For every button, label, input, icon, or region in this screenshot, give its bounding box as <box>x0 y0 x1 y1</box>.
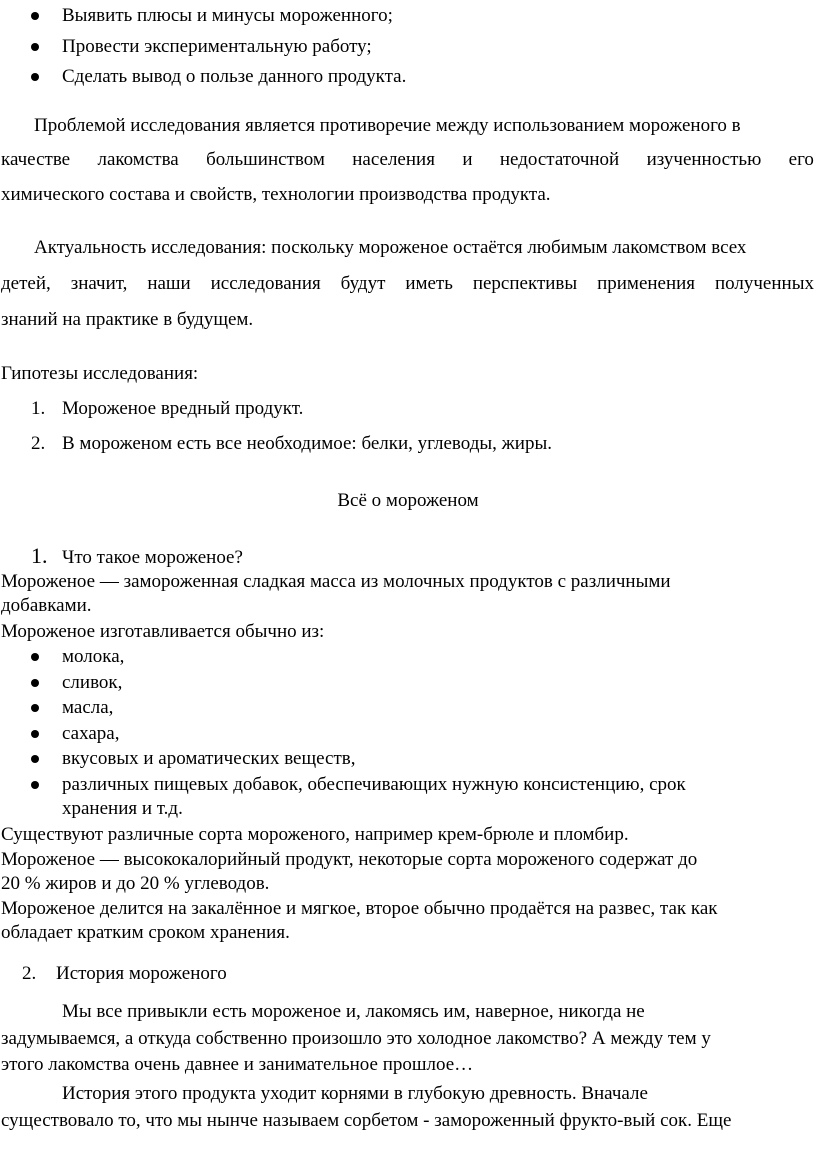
word: полученных <box>714 273 814 294</box>
bullet-icon <box>31 43 39 51</box>
word: исследования <box>210 273 321 294</box>
ingredient-item: сахара, <box>62 723 120 744</box>
word: иметь <box>405 273 453 294</box>
word: перспективы <box>472 273 578 294</box>
word: его <box>788 149 814 170</box>
bullet-icon <box>31 73 39 81</box>
word: лакомства <box>97 149 179 170</box>
hypothesis-item: В мороженом есть все необходимое: белки, углеводы, жиры. <box>62 433 552 454</box>
word: наши <box>147 273 191 294</box>
hypothesis-item: Мороженое вредный продукт. <box>62 398 304 419</box>
history-line: этого лакомства очень давнее и занимательное прошлое… <box>1 1054 474 1075</box>
bullet-icon <box>31 755 39 763</box>
word: детей, <box>1 273 51 294</box>
definition-line: Мороженое — замороженная сладкая масса из молочных продуктов с различными <box>1 571 671 592</box>
goal-item: Выявить плюсы и минусы мороженного; <box>62 5 393 26</box>
history-line: Мы все привыкли есть мороженое и, лакомясь им, наверное, никогда не <box>62 1001 645 1022</box>
word: значит, <box>70 273 128 294</box>
relevance-line-1: Актуальность исследования: поскольку мороженое остаётся любимым лакомством всех <box>34 237 747 258</box>
definition-line: добавками. <box>1 595 92 616</box>
goal-item: Провести экспериментальную работу; <box>62 36 372 57</box>
ingredient-continuation: хранения и т.д. <box>62 798 183 819</box>
types-line: обладает кратким сроком хранения. <box>1 922 290 943</box>
types-line: Мороженое делится на закалённое и мягкое, второе обычно продаётся на развес, так как <box>1 898 718 919</box>
history-line: История этого продукта уходит корнями в глубокую древность. Вначале <box>62 1083 648 1104</box>
section-heading: Что такое мороженое? <box>62 547 243 568</box>
bullet-icon <box>31 704 39 712</box>
relevance-line-2 <box>1 272 814 296</box>
hypotheses-heading: Гипотезы исследования: <box>1 363 199 384</box>
calorie-line: 20 % жиров и до 20 % углеводов. <box>1 873 270 894</box>
word: и <box>462 149 473 170</box>
bullet-icon <box>31 781 39 789</box>
problem-line-2 <box>1 148 814 172</box>
section-number: 1. <box>31 543 48 568</box>
problem-line-3: химического состава и свойств, технологии производства продукта. <box>1 184 551 205</box>
ingredient-item: молока, <box>62 646 125 667</box>
relevance-line-3: знаний на практике в будущем. <box>1 309 254 330</box>
word: большинством <box>206 149 325 170</box>
made-from-line: Мороженое изготавливается обычно из: <box>1 621 325 642</box>
ingredient-item: различных пищевых добавок, обеспечивающих нужную консистенцию, срок <box>62 774 686 795</box>
ingredient-item: масла, <box>62 697 114 718</box>
ingredient-item: сливок, <box>62 672 123 693</box>
history-line: существовало то, что мы нынче называем сорбетом - замороженный фрукто-вый сок. Еще <box>1 1110 732 1131</box>
word: качестве <box>1 149 71 170</box>
hypothesis-number: 1. <box>31 398 46 419</box>
goal-item: Сделать вывод о пользе данного продукта. <box>62 66 407 87</box>
ingredient-item: вкусовых и ароматических веществ, <box>62 748 356 769</box>
section-heading: История мороженого <box>56 963 227 984</box>
bullet-icon <box>31 730 39 738</box>
word: применения <box>597 273 696 294</box>
word: недостаточной <box>499 149 620 170</box>
section-number: 2. <box>22 963 37 984</box>
sorts-line: Существуют различные сорта мороженого, например крем-брюле и пломбир. <box>1 824 629 845</box>
word: населения <box>352 149 435 170</box>
hypothesis-number: 2. <box>31 433 46 454</box>
word: изученностью <box>646 149 762 170</box>
bullet-icon <box>31 679 39 687</box>
bullet-icon <box>31 653 39 661</box>
word: будут <box>340 273 386 294</box>
bullet-icon <box>31 12 39 20</box>
calorie-line: Мороженое — высококалорийный продукт, некоторые сорта мороженого содержат до <box>1 849 698 870</box>
section-title: Всё о мороженом <box>337 490 479 511</box>
history-line: задумываемся, а откуда собственно произошло это холодное лакомство? А между тем у <box>1 1028 711 1049</box>
problem-line-1: Проблемой исследования является противоречие между использованием мороженого в <box>34 115 741 136</box>
